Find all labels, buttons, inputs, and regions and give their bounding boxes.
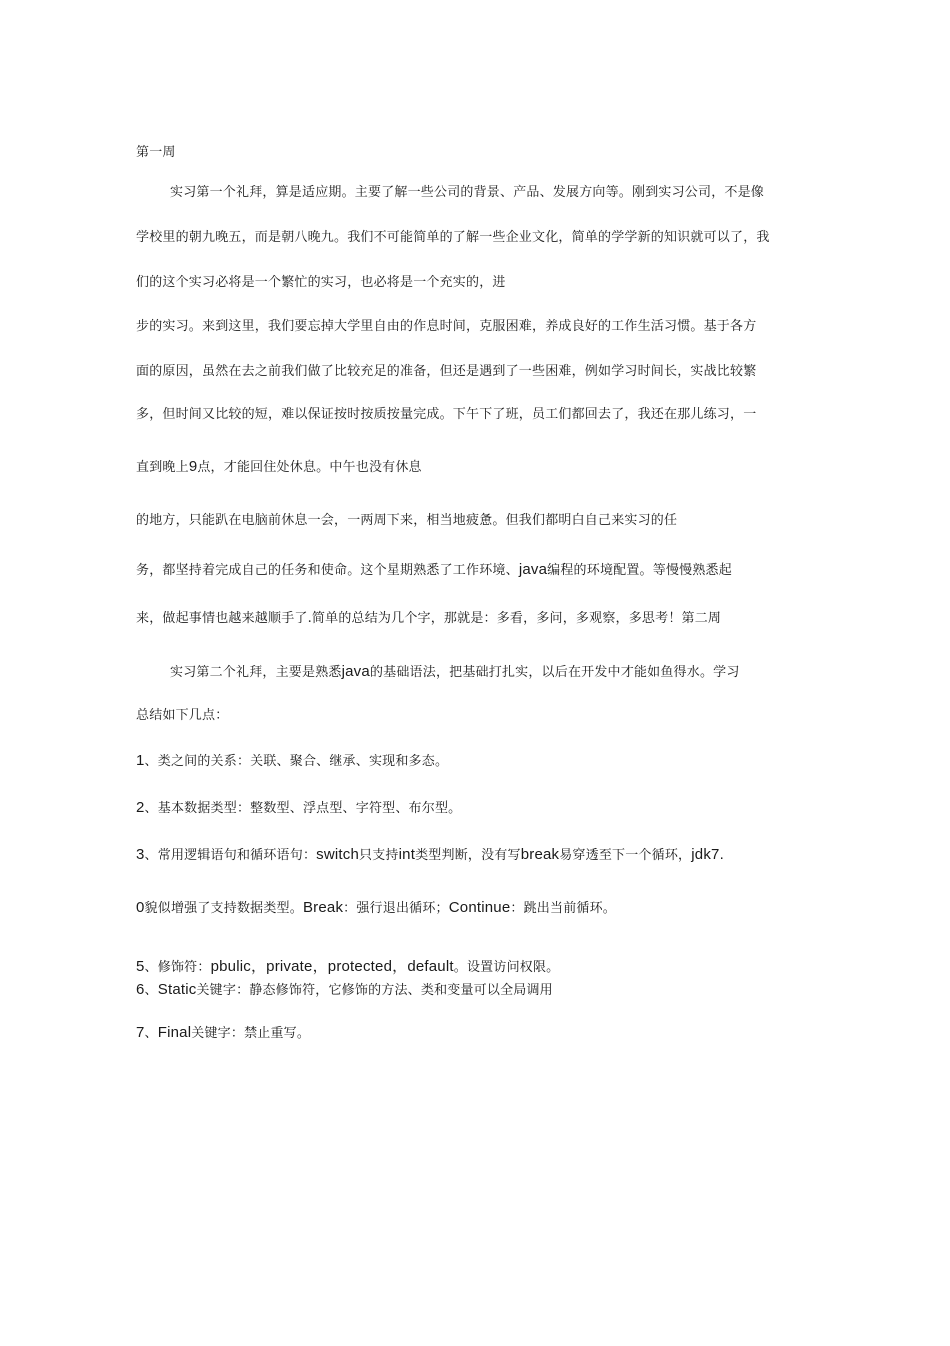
paragraph-line: 实习第一个礼拜，算是适应期。主要了解一些公司的背景、产品、发展方向等。刚到实习公司，不是像 (170, 185, 765, 200)
text-segment: 关键字：禁止重写。 (191, 1026, 311, 1041)
paragraph-line: 多，但时间又比较的短，难以保证按时按质按量完成。下午下了班，员工们都回去了，我还在那儿练习，一 (136, 407, 757, 422)
item-number: 2 (136, 799, 145, 816)
list-item (136, 846, 724, 865)
keyword-text: Break (302, 899, 344, 916)
text-segment: 、修饰符： (144, 960, 211, 975)
keyword-text: Continue (448, 899, 511, 916)
text-segment: 、常用逻辑语句和循环语句： (144, 848, 317, 863)
paragraph-line: 学校里的朝九晚五，而是朝八晚九。我们不可能简单的了解一些企业文化，简单的学学新的知识就可以了，我 (136, 230, 770, 245)
number-text: 0 (136, 899, 145, 916)
keyword-text: pbulic，private，protected，default (210, 958, 454, 975)
text-segment: 、 (144, 983, 158, 998)
text-segment: 貌似增强了支持数据类型。 (144, 901, 303, 916)
keyword-text: java (341, 663, 370, 680)
list-item (136, 958, 559, 977)
text-segment: 编程的环境配置。等慢慢熟悉起 (547, 563, 732, 578)
paragraph-line: 的地方，只能趴在电脑前休息一会，一两周下来，相当地疲惫。但我们都明白自己来实习的任 (136, 513, 678, 528)
text-segment: 、类之间的关系：关联、聚合、继承、实现和多态。 (144, 754, 449, 769)
list-item (136, 1024, 310, 1043)
keyword-text: break (520, 846, 560, 863)
item-number: 3 (136, 846, 145, 863)
list-item (136, 799, 461, 818)
paragraph-line: 来，做起事情也越来越顺手了.简单的总结为几个字，那就是：多看，多问，多观察，多思考！第二周 (136, 611, 722, 626)
keyword-text: java (518, 561, 548, 578)
paragraph-line (136, 458, 422, 477)
keyword-text: Static (157, 981, 197, 998)
keyword-text: Final (157, 1024, 192, 1041)
text-segment: ：跳出当前循环。 (510, 901, 617, 916)
item-number: 7 (136, 1024, 145, 1041)
paragraph-line: 总结如下几点： (136, 708, 229, 723)
text-segment: 、基本数据类型：整数型、浮点型、字符型、布尔型。 (144, 801, 462, 816)
list-item-continuation (136, 899, 616, 918)
paragraph-line: 步的实习。来到这里，我们要忘掉大学里自由的作息时间，克服困难，养成良好的工作生活习惯。基于各方 (136, 319, 757, 334)
text-segment: 、 (144, 1026, 158, 1041)
paragraph-line (136, 561, 732, 580)
text-segment: 关键字：静态修饰符，它修饰的方法、类和变量可以全局调用 (196, 983, 553, 998)
item-number: 6 (136, 981, 145, 998)
text-segment: 实习第二个礼拜，主要是熟悉 (170, 665, 342, 680)
text-segment: 直到晚上 (136, 460, 189, 475)
text-segment: 只支持 (359, 848, 399, 863)
item-number: 1 (136, 752, 145, 769)
paragraph-line: 面的原因，虽然在去之前我们做了比较充足的准备，但还是遇到了一些困难，例如学习时间长，实战比较繁 (136, 364, 757, 379)
text-segment: 的基础语法，把基础打扎实，以后在开发中才能如鱼得水。学习 (369, 665, 740, 680)
keyword-text: switch (316, 846, 360, 863)
text-segment: ：强行退出循环； (343, 901, 449, 916)
number-text: 9 (188, 458, 198, 475)
text-segment: 。设置访问权限。 (453, 960, 560, 975)
keyword-text: int (398, 846, 416, 863)
keyword-text: jdk7. (691, 846, 724, 863)
paragraph-line (170, 663, 740, 682)
text-segment: 类型判断，没有写 (415, 848, 521, 863)
list-item (136, 981, 553, 1000)
text-segment: 易穿透至下一个循环， (559, 848, 692, 863)
list-item (136, 752, 448, 771)
text-segment: 务，都坚持着完成自己的任务和使命。这个星期熟悉了工作环境、 (136, 563, 519, 578)
item-number: 5 (136, 958, 145, 975)
paragraph-line: 们的这个实习必将是一个繁忙的实习，也必将是一个充实的，进 (136, 275, 506, 290)
heading-week-1: 第一周 (136, 145, 176, 160)
text-segment: 点，才能回住处休息。中午也没有休息 (197, 460, 422, 475)
